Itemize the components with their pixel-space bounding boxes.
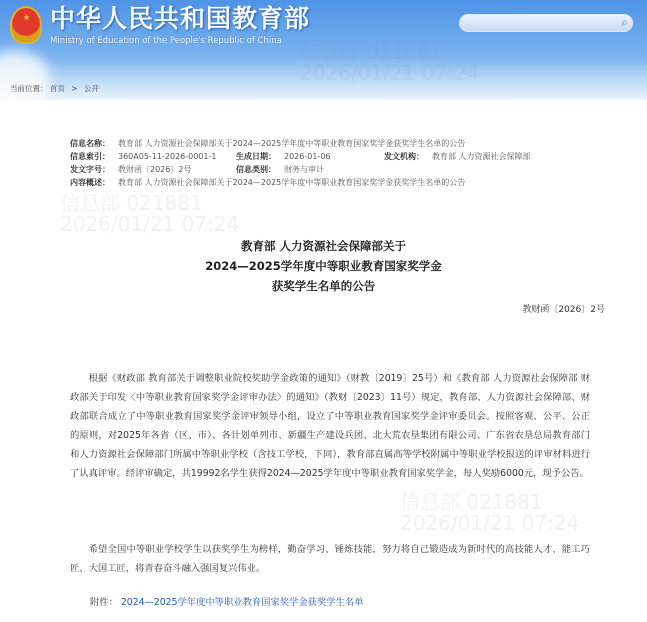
national-emblem-icon: ★ xyxy=(10,6,42,44)
index-value: 360A05-11-2026-0001-1 xyxy=(118,152,217,161)
summary-label: 内容概述： xyxy=(70,178,110,187)
org-value: 教育部 人力资源社会保障部 xyxy=(432,152,531,161)
docno-value: 教财函〔2026〕2号 xyxy=(118,165,192,174)
date-label: 生成日期： xyxy=(236,152,276,161)
breadcrumb-label: 当前位置： xyxy=(10,84,48,93)
article-title-line3: 获奖学生名单的公告 xyxy=(271,279,376,293)
breadcrumb xyxy=(10,84,99,94)
info-metadata xyxy=(70,137,610,189)
search-icon[interactable]: ⌕ xyxy=(621,15,628,29)
category-value: 财务与审计 xyxy=(284,165,324,174)
site-subtitle: Ministry of Education of the People's Republic of China xyxy=(50,36,282,46)
site-title[interactable]: 中华人民共和国教育部 xyxy=(50,4,311,33)
site-header xyxy=(0,0,647,100)
breadcrumb-current[interactable]: 公开 xyxy=(83,84,99,93)
date-value: 2026-01-06 xyxy=(284,152,331,161)
summary-value: 教育部 人力资源社会保障部关于2024—2025学年度中等职业教育国家奖学金获奖学生名单的公告 xyxy=(118,178,466,187)
breadcrumb-separator: > xyxy=(71,84,78,93)
attachment-link[interactable]: 2024—2025学年度中等职业教育国家奖学金获奖学生名单 xyxy=(120,597,364,608)
name-label: 信息名称： xyxy=(70,139,110,148)
attachment xyxy=(90,596,363,609)
document-number: 教财函〔2026〕2号 xyxy=(522,305,605,315)
article-title-line1: 教育部 人力资源社会保障部关于 xyxy=(240,239,406,253)
name-value: 教育部 人力资源社会保障部关于2024—2025学年度中等职业教育国家奖学金获奖学生名单的公告 xyxy=(118,139,466,148)
index-label: 信息索引： xyxy=(70,152,110,161)
article-paragraph-1: 根据《财政部 教育部关于调整职业院校奖助学金政策的通知》（财教〔2019〕25号）和《教育部 人力资源社会保障部 财政部关于印发〈中等职业教育国家奖学金评审办法〉的通知》（教财〔2023〕11号）规定，教育部、人力资源社会保障部、财政部联合成立了中等职业教育国家奖学金评审领导小组，设立了中等职业教育国家奖学金评审委员会。按照客观、公平、公正的原则，对2025年各省（区、市）、各计划单列市、新疆生产建设兵团、北大荒农垦集团有限公司、广东省农垦总局教育部门和人力资源社会保障部门所属中等职业学校（含技工学校，下同），教育部直属高等学校附属中等职业学校报送的评审材料进行了认真评审。经评审确定，共19992名学生获得2024—2025学年度中等职业教育国家奖学金，每人奖励6000元，现予公告。 xyxy=(70,373,590,479)
search-input[interactable] xyxy=(459,14,633,32)
watermark: 信息部 021881 2026/01/21 07:24 xyxy=(300,40,480,85)
breadcrumb-home[interactable]: 首页 xyxy=(49,84,65,93)
docno-label: 发文字号： xyxy=(70,165,110,174)
attachment-label: 附件： xyxy=(90,597,118,608)
watermark: 信息部 021881 2026/01/21 07:24 xyxy=(400,490,580,535)
article-title-line2: 2024—2025学年度中等职业教育国家奖学金 xyxy=(205,259,442,273)
category-label: 信息类别： xyxy=(236,165,276,174)
article-paragraph-2: 希望全国中等职业学校学生以获奖学生为榜样，勤奋学习、锤炼技能，努力将自己锻造成为新时代的高技能人才、能工巧匠、大国工匠，将青春奋斗融入强国复兴伟业。 xyxy=(70,544,590,574)
org-label: 发文机构： xyxy=(384,152,424,161)
watermark: 信息部 021881 2026/01/21 07:24 xyxy=(60,191,240,236)
